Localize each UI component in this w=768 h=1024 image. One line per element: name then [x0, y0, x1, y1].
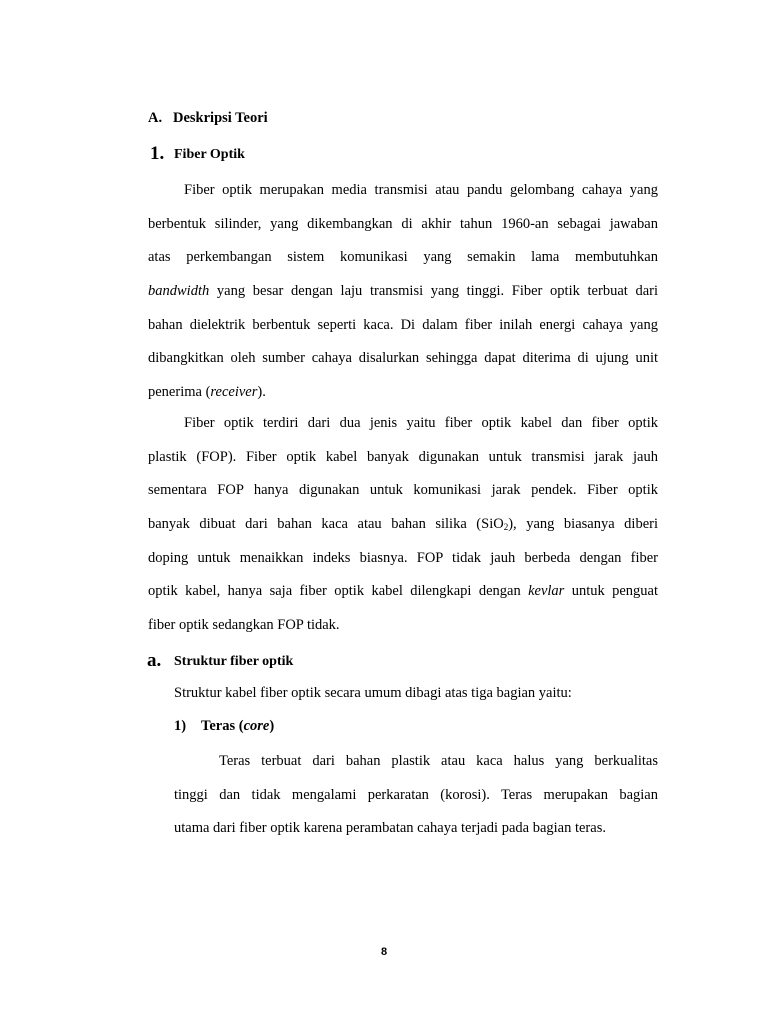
paragraph-line: plastik (FOP). Fiber optik kabel banyak digunakan untuk transmisi jarak jauh: [148, 448, 658, 465]
paragraph-fiber-optik-definition: [148, 174, 658, 410]
text-run: untuk penguat: [564, 583, 658, 600]
paragraph-teras: [174, 745, 658, 846]
paragraph-line: bahan dielektrik berbentuk seperti kaca. Di dalam fiber inilah energi cahaya yang: [148, 316, 658, 333]
italic-term: bandwidth: [148, 283, 210, 300]
paragraph-line: [148, 275, 658, 309]
paragraph-line: utama dari fiber optik karena perambatan cahaya terjadi pada bagian teras.: [174, 820, 606, 837]
paragraph-line: [148, 376, 658, 410]
paragraph-fiber-optik-types: [148, 407, 658, 643]
paragraph-line: atas perkembangan sistem komunikasi yang semakin lama membutuhkan: [148, 249, 658, 266]
section-label: A.: [148, 110, 163, 126]
page-number: 8: [380, 946, 388, 958]
subscript: 2: [503, 522, 509, 533]
subsection-a-label: a.: [147, 650, 162, 671]
item-title: [201, 718, 274, 735]
text-run: ).: [257, 384, 266, 401]
text-run: ), yang biasanya diberi: [508, 516, 658, 533]
item-number: 1): [174, 718, 187, 734]
section-heading: [148, 110, 268, 127]
subsection-a-title: Struktur fiber optik: [174, 654, 294, 669]
italic-term: kevlar: [528, 583, 565, 600]
paragraph-line: Fiber optik merupakan media transmisi atau pandu gelombang cahaya yang: [184, 182, 658, 198]
paragraph-line: tinggi dan tidak mengalami perkaratan (korosi). Teras merupakan bagian: [174, 786, 658, 803]
text-run: ): [269, 718, 275, 734]
paragraph-line: [148, 575, 658, 609]
text-run: Teras (: [201, 718, 244, 734]
subsection-title: Fiber Optik: [174, 147, 245, 162]
paragraph-line: sementara FOP hanya digunakan untuk komunikasi jarak pendek. Fiber optik: [148, 482, 658, 499]
italic-term: receiver: [210, 384, 258, 401]
paragraph-line: fiber optik sedangkan FOP tidak.: [148, 617, 340, 634]
paragraph-line: dibangkitkan oleh sumber cahaya disalurkan sehingga dapat diterima di ujung unit: [148, 350, 658, 367]
paragraph-line: Fiber optik terdiri dari dua jenis yaitu fiber optik kabel dan fiber optik: [184, 415, 658, 431]
paragraph-line: Teras terbuat dari bahan plastik atau kaca halus yang berkualitas: [219, 753, 658, 769]
subsection-number: 1.: [150, 143, 165, 164]
italic-term: core: [243, 718, 270, 734]
paragraph-line: berbentuk silinder, yang dikembangkan di akhir tahun 1960-an sebagai jawaban: [148, 215, 658, 232]
paragraph-line: doping untuk menaikkan indeks biasnya. FOP tidak jauh berbeda dengan fiber: [148, 549, 658, 566]
text-run: penerima (: [148, 384, 211, 401]
paragraph-line: [148, 508, 658, 542]
text-run: yang besar dengan laju transmisi yang tinggi. Fiber optik terbuat dari: [209, 283, 658, 300]
structure-intro: Struktur kabel fiber optik secara umum dibagi atas tiga bagian yaitu:: [174, 685, 572, 701]
text-run: banyak dibuat dari bahan kaca atau bahan silika (SiO: [148, 516, 504, 533]
text-run: optik kabel, hanya saja fiber optik kabel dilengkapi dengan: [148, 583, 529, 600]
section-title: Deskripsi Teori: [173, 110, 268, 126]
